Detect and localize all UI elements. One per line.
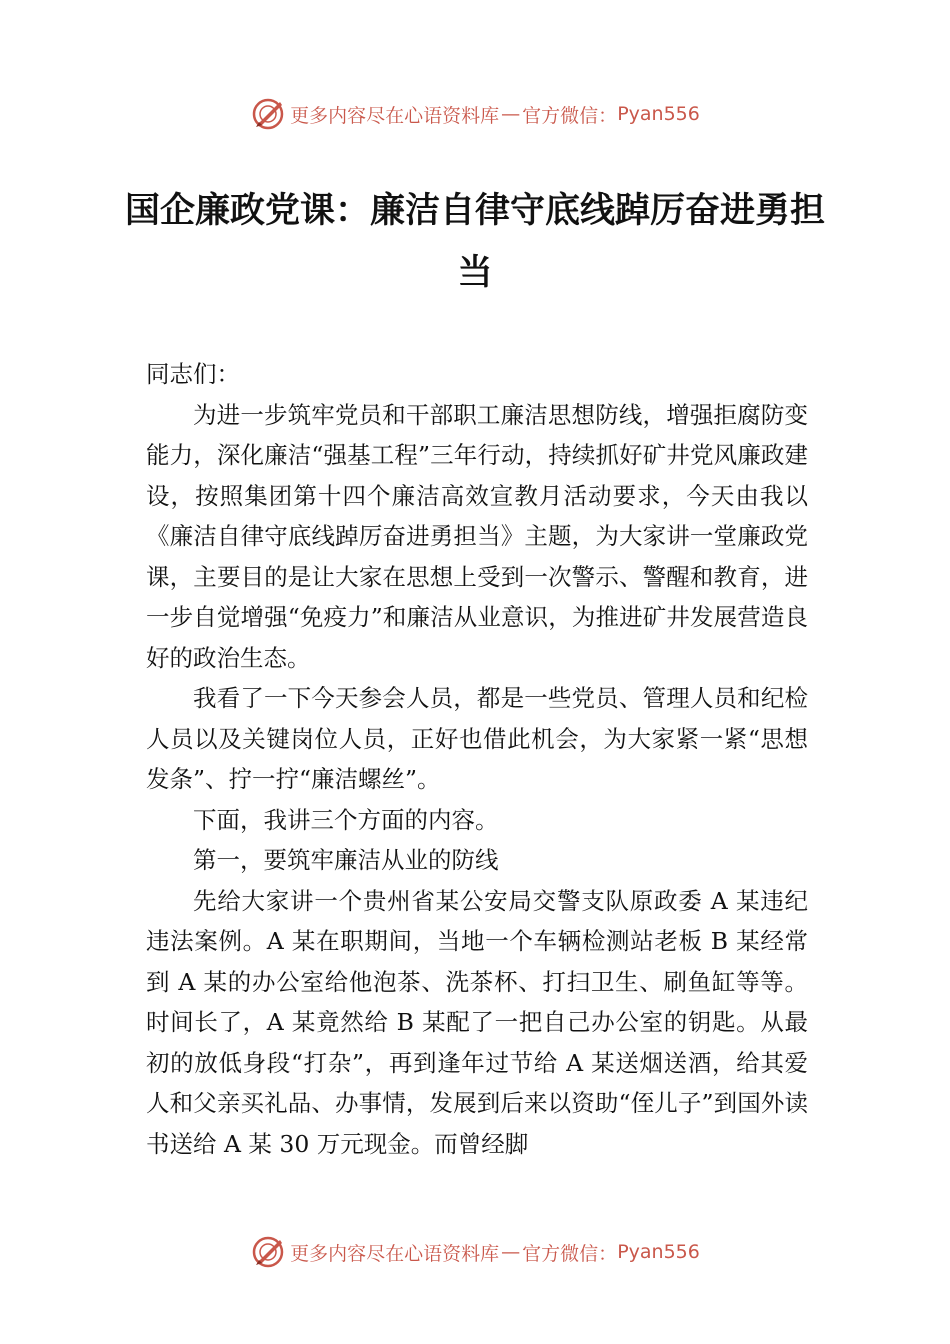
banner-wechat-id: Pyan556 bbox=[617, 103, 700, 125]
paragraph: 我看了一下今天参会人员，都是一些党员、管理人员和纪检人员以及关键岗位人员，正好也借此机会，为大家紧一紧“思想发条”、拧一拧“廉洁螺丝”。 bbox=[146, 684, 808, 793]
header-banner bbox=[0, 94, 950, 134]
document-body bbox=[146, 354, 808, 1164]
banner-text: 更多内容尽在心语资料库 bbox=[290, 1242, 500, 1265]
banner-wechat-label: 官方微信： bbox=[522, 1242, 618, 1265]
banner-separator: — bbox=[501, 1241, 521, 1263]
paragraph: 先给大家讲一个贵州省某公安局交警支队原政委 A 某违纪违法案例。A 某在职期间，当地一个车辆检测站老板 B 某经常到 A 某的办公室给他泡茶、洗茶杯、打扫卫生、刷鱼缸等等。时间长了，A 某竟然给 B 某配了一把自己办公室的钥匙。从最初的放低身段“打杂”，再到逢年过节给 A 某送烟送酒，给其爱人和父亲买礼品、办事情，发展到后来以资助“侄儿子”到国外读书送给 A 某 30 万元现金。而曾经脚 bbox=[146, 886, 808, 1158]
paragraph: 为进一步筑牢党员和干部职工廉洁思想防线，增强拒腐防变能力，深化廉洁“强基工程”三年行动，持续抓好矿井党风廉政建设，按照集团第十四个廉洁高效宣教月活动要求，今天由我以《廉洁自律守底线踔厉奋进勇担当》主题，为大家讲一堂廉政党课，主要目的是让大家在思想上受到一次警示、警醒和教育，进一步自觉增强“免疫力”和廉洁从业意识，为推进矿井发展营造良好的政治生态。 bbox=[146, 400, 808, 672]
paragraph: 下面，我讲三个方面的内容。 bbox=[193, 805, 499, 834]
banner-separator: — bbox=[501, 103, 521, 125]
footer-banner bbox=[0, 1232, 950, 1272]
greeting: 同志们： bbox=[146, 360, 240, 388]
banner-wechat-id: Pyan556 bbox=[617, 1241, 700, 1263]
section-heading: 第一，要筑牢廉洁从业的防线 bbox=[193, 846, 499, 874]
pen-logo-icon bbox=[250, 1234, 286, 1270]
pen-logo-icon bbox=[250, 96, 286, 132]
banner-wechat-label: 官方微信： bbox=[522, 104, 618, 127]
document-title: 国企廉政党课：廉洁自律守底线踔厉奋进勇担当 bbox=[124, 190, 825, 293]
banner-text: 更多内容尽在心语资料库 bbox=[290, 104, 500, 127]
